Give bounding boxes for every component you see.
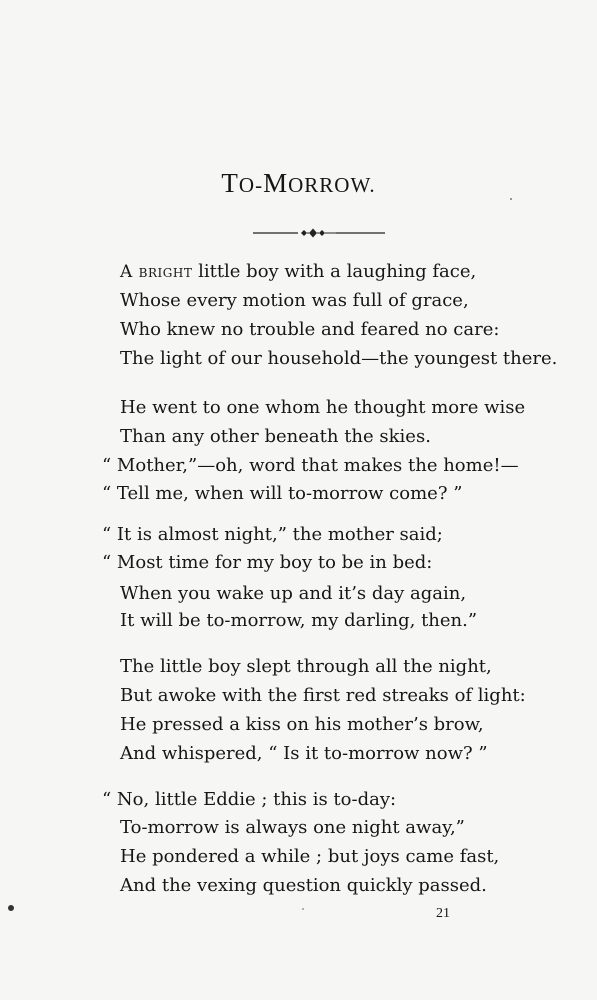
line-text: It will be to-morrow, my darling, then.” (120, 610, 478, 631)
poem-line (120, 818, 465, 840)
line-text: He pressed a kiss on his mother’s brow, (120, 714, 484, 735)
poem-line (102, 553, 432, 575)
poem-line (120, 657, 492, 679)
small-caps-opening: A bright (120, 262, 193, 282)
line-text: The little boy slept through all the night, (120, 656, 492, 677)
opening-quote: “ (102, 552, 112, 573)
poem-line (120, 349, 557, 371)
poem-line (120, 686, 526, 708)
poem-line (120, 320, 499, 342)
line-text: It is almost night,” the mother said; (111, 524, 443, 545)
opening-quote: “ (102, 524, 112, 545)
line-text: But awoke with the first red streaks of light: (120, 685, 526, 706)
opening-quote: “ (102, 455, 112, 476)
line-text: The light of our household—the youngest there. (120, 348, 558, 369)
line-text: And whispered, “ Is it to-morrow now? ” (120, 743, 488, 764)
opening-quote: “ (102, 483, 112, 504)
paper-speck (302, 908, 304, 910)
poem-line (120, 847, 499, 869)
line-text: Tell me, when will to-morrow come? ” (111, 483, 463, 504)
line-text: To-morrow is always one night away,” (120, 817, 465, 838)
poem-line (120, 291, 469, 313)
page-number: 21 (436, 906, 450, 921)
poem-title (0, 168, 597, 199)
line-text: He pondered a while ; but joys came fast, (120, 846, 500, 867)
poem-line (120, 744, 488, 766)
line-text: Mother,”—oh, word that makes the home!— (111, 455, 519, 476)
line-text: He went to one whom he thought more wise (120, 397, 526, 418)
poem-line (120, 262, 476, 284)
line-text: Who knew no trouble and feared no care: (120, 319, 500, 340)
poem-line (102, 456, 519, 478)
poem-line (120, 584, 466, 606)
title-initial-m: M (263, 168, 289, 198)
title-part-1: O- (238, 173, 264, 197)
line-text: Whose every motion was full of grace, (120, 290, 469, 311)
poem-line (102, 484, 462, 506)
poem-line (102, 790, 396, 812)
opening-quote: “ (102, 789, 112, 810)
poem-line (120, 398, 525, 420)
line-text: little boy with a laughing face, (192, 261, 477, 282)
poem-line (102, 525, 443, 547)
title-ornament-divider (253, 227, 385, 239)
line-text: When you wake up and it’s day again, (120, 583, 467, 604)
poem-line (120, 427, 431, 449)
poem-line (120, 611, 477, 633)
title-initial-t: T (221, 168, 239, 198)
line-text: Most time for my boy to be in bed: (111, 552, 433, 573)
line-text: And the vexing question quickly passed. (120, 875, 487, 896)
line-text: Than any other beneath the skies. (120, 426, 431, 447)
paper-speck (510, 198, 512, 200)
paper-speck (8, 905, 14, 911)
poem-line (120, 715, 484, 737)
line-text: No, little Eddie ; this is to-day: (111, 789, 397, 810)
title-part-2: ORROW. (288, 173, 376, 197)
poem-line (120, 876, 487, 898)
